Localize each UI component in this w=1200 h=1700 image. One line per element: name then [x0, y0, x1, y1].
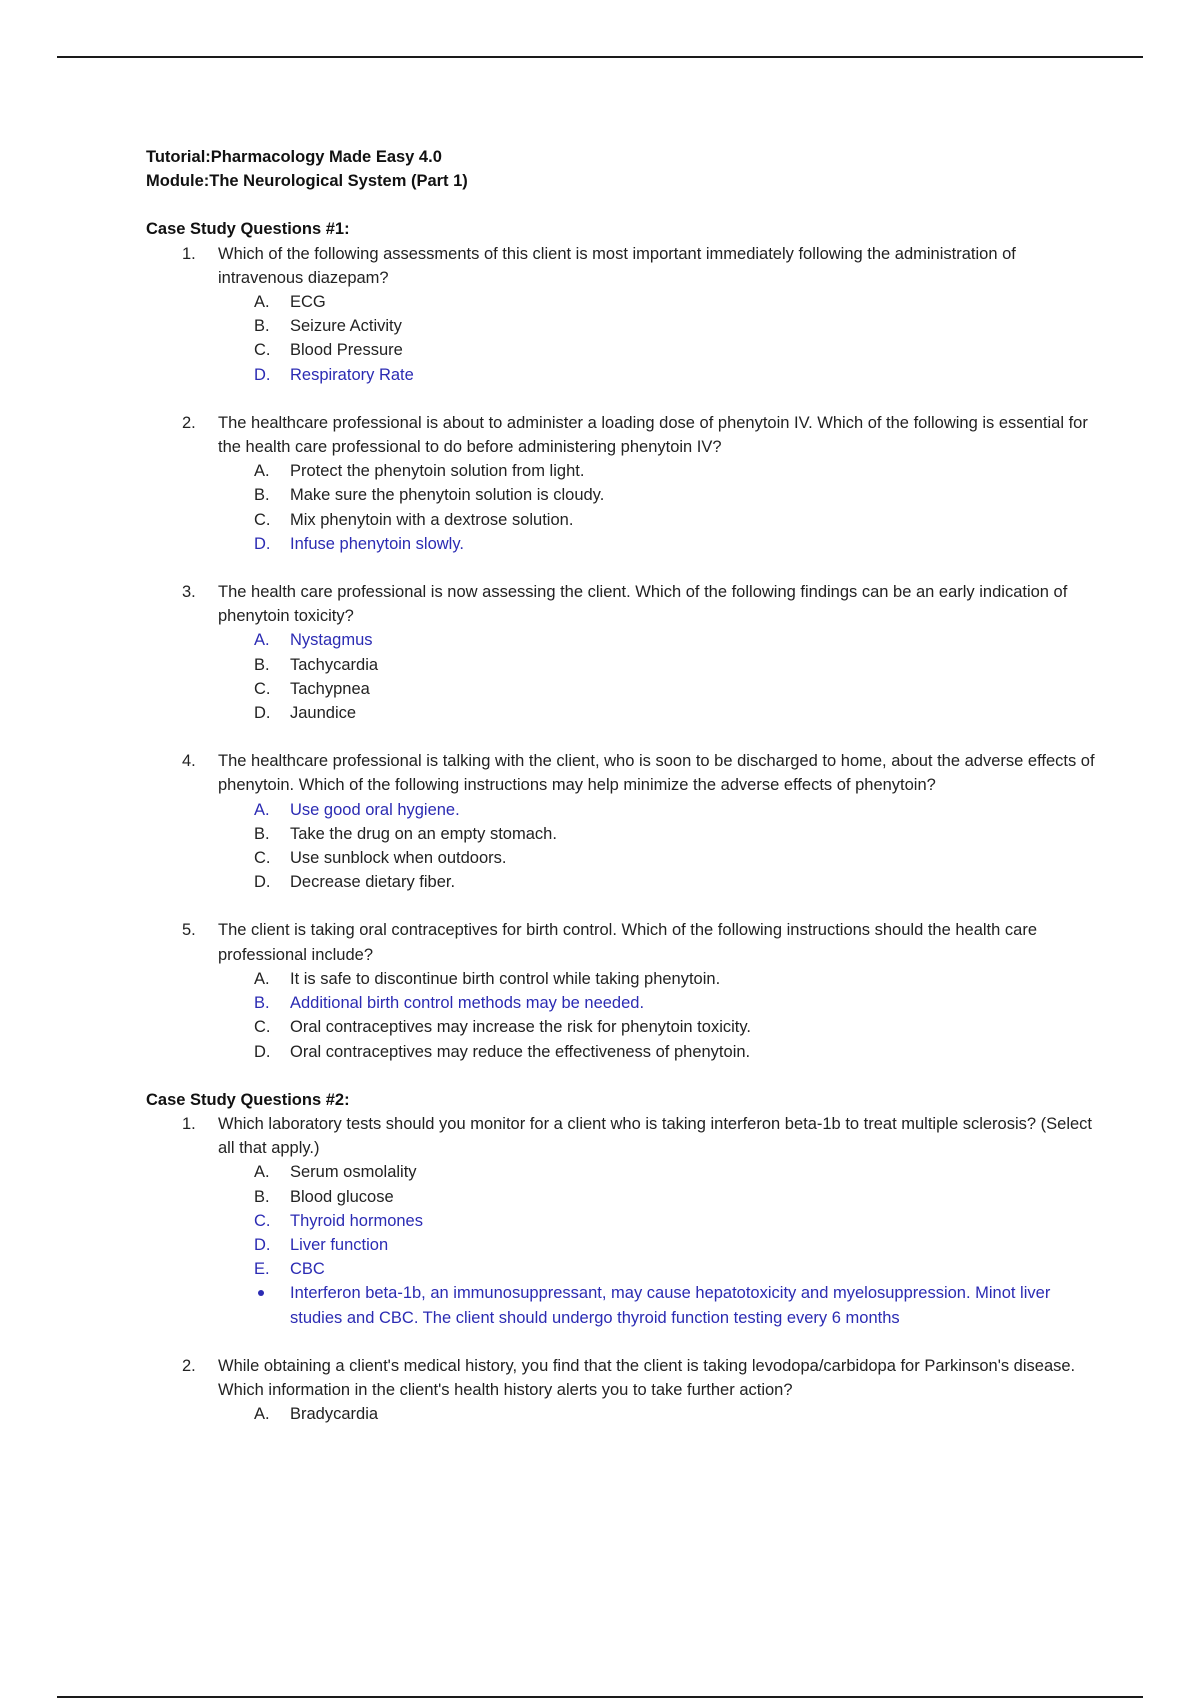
answer-option: [218, 677, 1096, 701]
option-letter: B.: [254, 486, 270, 505]
option-letter: E.: [254, 1260, 270, 1279]
option-text: Make sure the phenytoin solution is cloudy.: [290, 486, 605, 505]
option-letter: A.: [254, 800, 270, 819]
question-text: While obtaining a client's medical history, you find that the client is taking levodopa/carbidopa for Parkinson's disease. Which information in the client's health history alerts you to take further action?: [218, 1356, 1076, 1399]
sections-container: [146, 217, 1096, 1426]
answer-option: [218, 363, 1096, 387]
option-letter: A.: [254, 462, 270, 481]
section-title: Case Study Questions #2:: [146, 1090, 350, 1109]
question-number: 2.: [182, 1356, 196, 1375]
answer-option: [218, 483, 1096, 507]
option-letter: C.: [254, 1018, 271, 1037]
option-text: Nystagmus: [290, 631, 373, 650]
option-letter: C.: [254, 341, 271, 360]
option-letter: B.: [254, 1187, 270, 1206]
answer-option: [218, 870, 1096, 894]
answer-option: [218, 532, 1096, 556]
question-item: [146, 1112, 1096, 1330]
option-letter: B.: [254, 655, 270, 674]
option-text: Blood glucose: [290, 1187, 394, 1206]
answer-option: [218, 1233, 1096, 1257]
option-text: Respiratory Rate: [290, 365, 414, 384]
rationale-bullet: [218, 1281, 1096, 1329]
answer-option: [218, 314, 1096, 338]
bottom-rule: [57, 1696, 1143, 1698]
option-text: Protect the phenytoin solution from light.: [290, 462, 585, 481]
option-letter: D.: [254, 1042, 271, 1061]
option-letter: B.: [254, 824, 270, 843]
option-text: Interferon beta-1b, an immunosuppressant, may cause hepatotoxicity and myelosuppression. Minot liver studies and CBC. The client should undergo thyroid function testing every 6 months: [290, 1284, 1051, 1327]
bullet-icon: [258, 1290, 264, 1296]
option-letter: D.: [254, 365, 271, 384]
answer-option: [218, 798, 1096, 822]
question-item: [146, 242, 1096, 387]
question-number: 2.: [182, 413, 196, 432]
option-text: It is safe to discontinue birth control while taking phenytoin.: [290, 969, 721, 988]
question-text: The health care professional is now assessing the client. Which of the following findings can be an early indication of phenytoin toxicity?: [218, 583, 1068, 626]
question-item: [146, 918, 1096, 1063]
option-letter: A.: [254, 631, 270, 650]
option-text: Jaundice: [290, 704, 357, 723]
question-number: 1.: [182, 244, 196, 263]
option-text: Use sunblock when outdoors.: [290, 849, 507, 868]
option-letter: D.: [254, 534, 271, 553]
question-number: 1.: [182, 1114, 196, 1133]
answer-option: [218, 1257, 1096, 1281]
top-rule: [57, 56, 1143, 58]
question-text: The healthcare professional is talking with the client, who is soon to be discharged to home, about the adverse effects of phenytoin. Which of the following instructions may help minimize the adverse effects of phenytoin?: [218, 752, 1095, 795]
option-text: Decrease dietary fiber.: [290, 873, 456, 892]
answer-option: [218, 1040, 1096, 1064]
option-text: Liver function: [290, 1235, 389, 1254]
tutorial-title: Tutorial:Pharmacology Made Easy 4.0: [146, 148, 442, 166]
option-letter: B.: [254, 994, 270, 1013]
question-item: [146, 411, 1096, 556]
option-letter: C.: [254, 1211, 271, 1230]
question-text: Which of the following assessments of this client is most important immediately following the administration of intravenous diazepam?: [218, 244, 1016, 287]
answer-option: [218, 628, 1096, 652]
answer-option: [218, 338, 1096, 362]
option-text: Oral contraceptives may reduce the effectiveness of phenytoin.: [290, 1042, 751, 1061]
section-title: Case Study Questions #1:: [146, 220, 350, 239]
question-text: The healthcare professional is about to administer a loading dose of phenytoin IV. Which of the following is essential for the health care professional to do before administering phenytoin IV?: [218, 413, 1088, 457]
answer-option: [218, 1185, 1096, 1209]
answer-option: [218, 1015, 1096, 1039]
answer-option: [218, 1402, 1096, 1426]
option-letter: A.: [254, 1405, 270, 1424]
option-text: Thyroid hormones: [290, 1211, 423, 1230]
answer-option: [218, 846, 1096, 870]
option-letter: A.: [254, 969, 270, 988]
option-text: Tachypnea: [290, 679, 370, 698]
option-text: ECG: [290, 293, 326, 312]
answer-option: [218, 967, 1096, 991]
option-text: Seizure Activity: [290, 317, 402, 336]
option-letter: D.: [254, 1235, 271, 1254]
option-text: Serum osmolality: [290, 1163, 417, 1182]
answer-option: [218, 508, 1096, 532]
question-text: The client is taking oral contraceptives for birth control. Which of the following instructions should the health care professional include?: [218, 921, 1037, 964]
option-text: Infuse phenytoin slowly.: [290, 534, 464, 553]
question-item: [146, 580, 1096, 725]
answer-option: [218, 1209, 1096, 1233]
option-letter: D.: [254, 873, 271, 892]
question-item: [146, 1354, 1096, 1427]
option-text: Oral contraceptives may increase the risk for phenytoin toxicity.: [290, 1018, 751, 1037]
option-text: Blood Pressure: [290, 341, 403, 360]
module-title: Module:The Neurological System (Part 1): [146, 172, 468, 191]
option-letter: C.: [254, 849, 271, 868]
option-letter: A.: [254, 293, 270, 312]
answer-option: [218, 653, 1096, 677]
option-text: Mix phenytoin with a dextrose solution.: [290, 510, 574, 529]
question-text: Which laboratory tests should you monitor for a client who is taking interferon beta-1b to treat multiple sclerosis? (Select all that apply.): [218, 1114, 1092, 1158]
option-letter: C.: [254, 510, 271, 529]
option-text: Bradycardia: [290, 1405, 379, 1424]
question-number: 5.: [182, 921, 196, 940]
option-text: CBC: [290, 1260, 325, 1279]
option-letter: B.: [254, 317, 270, 336]
answer-option: [218, 701, 1096, 725]
answer-option: [218, 459, 1096, 483]
option-text: Take the drug on an empty stomach.: [290, 824, 557, 843]
document-body: [146, 145, 1096, 1426]
question-number: 3.: [182, 583, 196, 602]
option-text: Use good oral hygiene.: [290, 800, 460, 819]
option-letter: D.: [254, 704, 271, 723]
option-letter: C.: [254, 679, 271, 698]
question-item: [146, 749, 1096, 894]
option-letter: A.: [254, 1163, 270, 1182]
question-number: 4.: [182, 752, 196, 771]
answer-option: [218, 822, 1096, 846]
option-text: Additional birth control methods may be needed.: [290, 994, 645, 1013]
option-text: Tachycardia: [290, 655, 379, 674]
answer-option: [218, 991, 1096, 1015]
answer-option: [218, 1160, 1096, 1184]
answer-option: [218, 290, 1096, 314]
